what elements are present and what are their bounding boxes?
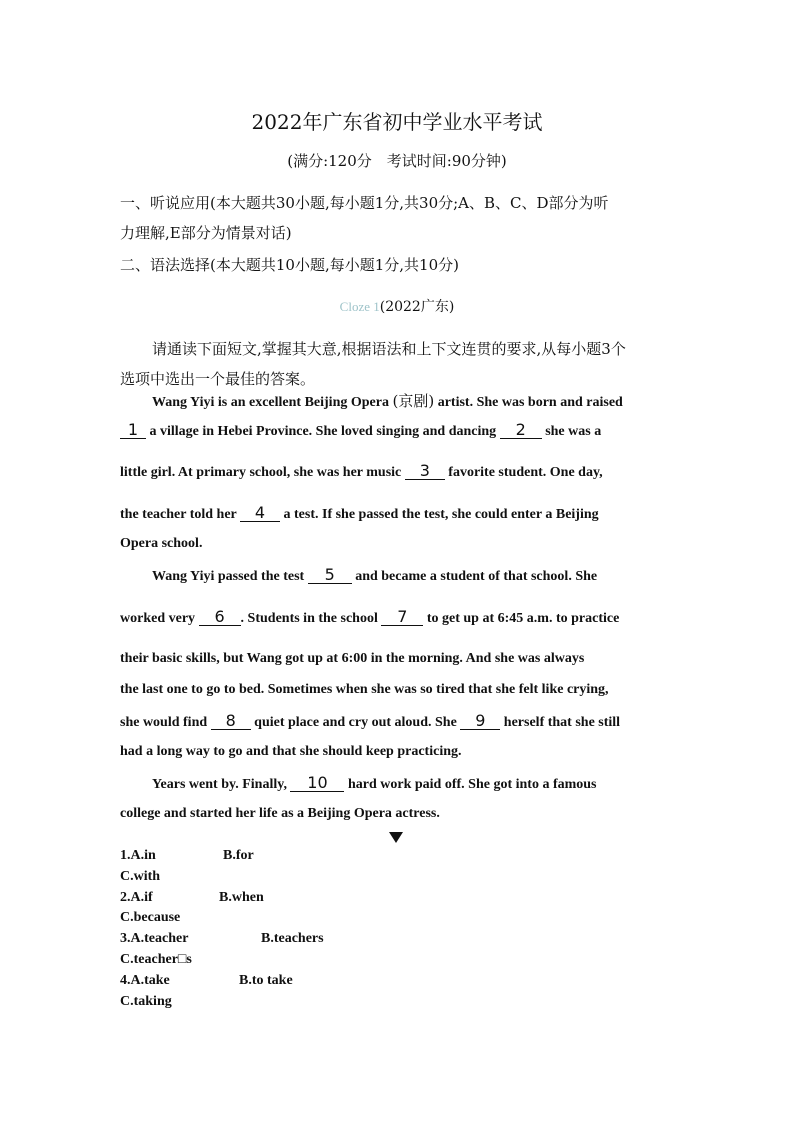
- passage-text: the teacher told her: [120, 507, 237, 522]
- cloze-label: Cloze 1: [339, 299, 380, 314]
- blank-7[interactable]: 7: [381, 609, 423, 626]
- passage-text: worked very: [120, 611, 196, 626]
- cloze-heading: [0, 296, 794, 316]
- passage-line-4: [120, 505, 599, 523]
- passage-line-1: [152, 390, 623, 411]
- passage-line-3: [120, 463, 603, 481]
- passage-line-10: [120, 713, 620, 731]
- passage-text: favorite student. One day,: [448, 465, 603, 480]
- passage-text: (京剧): [392, 392, 435, 410]
- section-two-heading: 二、语法选择(本大题共10小题,每小题1分,共10分): [120, 256, 459, 274]
- passage-line-8: their basic skills, but Wang got up at 6:00 in the morning. And she was always: [120, 651, 585, 666]
- passage-text: artist. She was born and raised: [437, 395, 623, 410]
- blank-3[interactable]: 3: [405, 463, 445, 480]
- blank-6[interactable]: 6: [199, 609, 241, 626]
- passage-line-6: [152, 567, 597, 585]
- passage-text: hard work paid off. She got into a famous: [347, 777, 597, 792]
- option-2a[interactable]: 2.A.if: [120, 890, 153, 905]
- passage-line-2: [120, 422, 601, 440]
- passage-text: and became a student of that school. She: [355, 569, 598, 584]
- blank-8[interactable]: 8: [211, 713, 251, 730]
- passage-text: she was a: [545, 424, 602, 439]
- passage-text: Years went by. Finally,: [152, 777, 287, 792]
- option-4a[interactable]: 4.A.take: [120, 973, 170, 988]
- blank-1[interactable]: 1: [120, 422, 146, 439]
- passage-text: Wang Yiyi passed the test: [152, 569, 305, 584]
- option-3c[interactable]: C.teacher□s: [120, 952, 192, 967]
- instruction-line-1: 请通读下面短文,掌握其大意,根据语法和上下文连贯的要求,从每小题3个: [152, 340, 626, 358]
- section-one-line-1: 一、听说应用(本大题共30小题,每小题1分,共30分;A、B、C、D部分为听: [120, 194, 609, 212]
- passage-line-13: college and started her life as a Beijing Opera actress.: [120, 806, 440, 821]
- passage-line-12: [152, 775, 597, 793]
- blank-4[interactable]: 4: [240, 505, 280, 522]
- option-1c[interactable]: C.with: [120, 869, 161, 884]
- passage-text: a village in Hebei Province. She loved singing and dancing: [149, 424, 497, 439]
- passage-text: herself that she still: [503, 715, 621, 730]
- passage-text: she would find: [120, 715, 208, 730]
- blank-9[interactable]: 9: [460, 713, 500, 730]
- option-4b[interactable]: B.to take: [239, 973, 293, 988]
- passage-text: to get up at 6:45 a.m. to practice: [426, 611, 620, 626]
- passage-text: little girl. At primary school, she was her music: [120, 465, 402, 480]
- passage-line-5: Opera school.: [120, 536, 203, 551]
- instruction-line-2: 选项中选出一个最佳的答案。: [120, 370, 316, 388]
- cloze-year: (2022广东): [379, 299, 455, 315]
- option-3a[interactable]: 3.A.teacher: [120, 931, 189, 946]
- blank-10[interactable]: 10: [290, 775, 344, 792]
- passage-text: . Students in the school: [240, 611, 378, 626]
- passage-line-9: the last one to go to bed. Sometimes when she was so tired that she felt like crying,: [120, 682, 609, 697]
- option-2b[interactable]: B.when: [219, 890, 264, 905]
- passage-text: Wang Yiyi is an excellent Beijing Opera: [152, 395, 389, 410]
- passage-line-7: [120, 609, 619, 627]
- passage-line-11: had a long way to go and that she should keep practicing.: [120, 744, 462, 759]
- passage-text: quiet place and cry out aloud. She: [254, 715, 457, 730]
- blank-2[interactable]: 2: [500, 422, 542, 439]
- page-title: 2022年广东省初中学业水平考试: [251, 110, 543, 134]
- blank-5[interactable]: 5: [308, 567, 352, 584]
- option-3b[interactable]: B.teachers: [261, 931, 324, 946]
- option-2c[interactable]: C.because: [120, 910, 181, 925]
- passage-text: a test. If she passed the test, she could enter a Beijing: [283, 507, 599, 522]
- down-triangle-icon[interactable]: [389, 832, 403, 843]
- option-1a[interactable]: 1.A.in: [120, 848, 156, 863]
- option-4c[interactable]: C.taking: [120, 994, 172, 1009]
- section-one-line-2: 力理解,E部分为情景对话): [120, 224, 292, 242]
- exam-info: (满分:120分 考试时间:90分钟): [287, 152, 507, 170]
- option-1b[interactable]: B.for: [223, 848, 254, 863]
